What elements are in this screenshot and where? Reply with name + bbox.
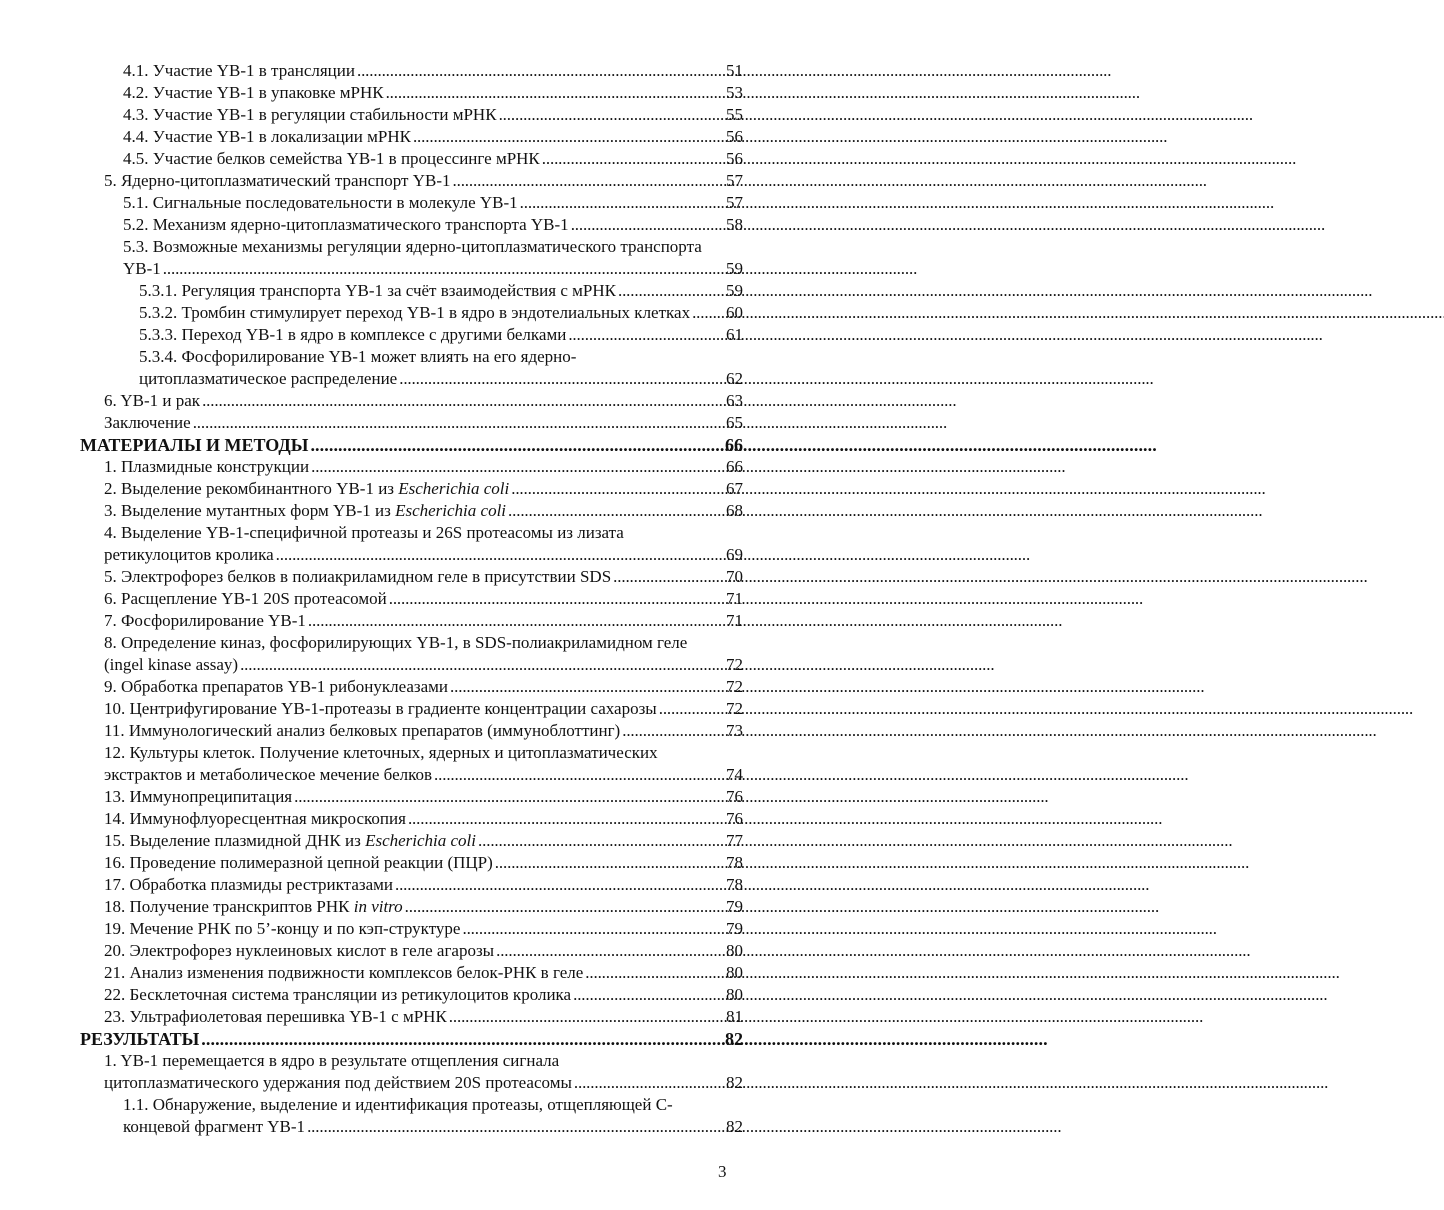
dot-leader [573,984,724,1006]
toc-entry [104,984,743,1006]
dot-leader [571,214,724,236]
toc-page-number: 62 [726,369,743,388]
toc-entry-italic: in vitro [353,897,403,916]
toc-entry [123,236,743,258]
dot-leader [520,192,724,214]
page-number: 3 [718,1162,727,1181]
dot-leader [495,852,724,874]
toc-page-number: 66 [726,457,743,476]
toc-page-number: 82 [725,1029,743,1049]
dot-leader [585,962,724,984]
dot-leader [408,808,724,830]
toc-entry-title: 8. Определение киназ, фосфорилирующих YB-1, в SDS-полиакриламидном геле [104,633,688,652]
toc-entry [104,852,743,874]
dot-leader [659,698,724,720]
toc-entry-title: 16. Проведение полимеразной цепной реакции (ПЦР) [104,853,493,872]
dot-leader [574,1072,724,1094]
toc-page-number: 82 [726,1073,743,1092]
dot-leader [395,874,724,896]
toc-page-number: 81 [726,1007,743,1026]
toc-entry-title: 1.1. Обнаружение, выделение и идентификация протеазы, отщепляющей С- [123,1095,673,1114]
toc-entry [104,544,743,566]
dot-leader [453,170,725,192]
dot-leader [462,918,724,940]
toc-entry [104,940,743,962]
toc-entry-title: РЕЗУЛЬТАТЫ [80,1029,200,1049]
toc-entry-title: цитоплазматическое распределение [139,369,398,388]
toc-entry-title: 5.3.1. Регуляция транспорта YB-1 за счёт взаимодействия с мРНК [139,281,616,300]
toc-entry-title: МАТЕРИАЛЫ И МЕТОДЫ [80,435,309,455]
toc-entry-title: 4.4. Участие YB-1 в локализации мРНК [123,127,411,146]
toc-entry [104,676,743,698]
toc-entry-title: экстрактов и метаболическое мечение белков [104,765,433,784]
toc-entry [139,346,743,368]
toc-entry-title: 3. Выделение мутантных форм YB-1 из Escherichia coli [104,501,507,520]
toc-entry-title: 10. Центрифугирование YB-1-протеазы в градиенте концентрации сахарозы [104,699,657,718]
toc-entry [123,82,743,104]
dot-leader [618,280,724,302]
toc-entry-title: (ingel kinase assay) [104,655,239,674]
toc-entry-title: концевой фрагмент YB-1 [123,1117,306,1136]
toc-entry [139,280,743,302]
toc-entry [104,896,743,918]
toc-entry-title: ретикулоцитов кролика [104,545,274,564]
toc-entry-title: 4.2. Участие YB-1 в упаковке мРНК [123,83,384,102]
toc-entry-title: 5.3.2. Тромбин стимулирует переход YB-1 в ядро в эндотелиальных клетках [139,303,691,322]
toc-entry [139,368,743,390]
toc-entry-title: 15. Выделение плазмидной ДНК из Escherichia coli [104,831,477,850]
toc-entry-title: 11. Иммунологический анализ белковых препаратов (иммуноблоттинг) [104,721,621,740]
toc-entry-title: 5.3. Возможные механизмы регуляции ядерно-цитоплазматического транспорта [123,237,702,256]
toc-entry-title: 5.3.3. Переход YB-1 в ядро в комплексе с другими белками [139,325,567,344]
toc-entry [104,456,743,478]
toc-entry [104,698,743,720]
toc-entry-title: 7. Фосфорилирование YB-1 [104,611,306,630]
dot-leader [692,302,724,324]
toc-entry-title: 5.2. Механизм ядерно-цитоплазматического транспорта YB-1 [123,215,569,234]
dot-leader [399,368,724,390]
toc-entry [104,522,743,544]
toc-page-number: 80 [726,963,743,982]
toc-entry-title: 23. Ультрафиолетовая перешивка YB-1 с мРНК [104,1007,447,1026]
toc-entry [104,170,743,192]
toc-entry [104,478,743,500]
toc-entry [123,60,743,82]
toc-entry-title: 2. Выделение рекомбинантного YB-1 из Escherichia coli [104,479,510,498]
toc-page-number: 61 [726,325,743,344]
toc-entry [104,830,743,852]
dot-leader [496,940,724,962]
toc-entry-title: 20. Электрофорез нуклеиновых кислот в геле агарозы [104,941,495,960]
toc-page-number: 73 [726,721,743,740]
toc-entry-title: 13. Иммунопреципитация [104,787,293,806]
toc-page-number: 71 [726,611,743,630]
toc-entry-title: 4.1. Участие YB-1 в трансляции [123,61,355,80]
toc-page-number: 69 [726,545,743,564]
toc-entry [80,1028,743,1050]
toc-entry [104,918,743,940]
dot-leader [240,654,724,676]
toc-entry [104,1006,743,1028]
toc-entry [104,874,743,896]
toc-entry [139,302,743,324]
toc-page-number: 77 [726,831,743,850]
dot-leader [311,456,724,478]
toc-entry [104,808,743,830]
toc-entry [104,412,743,434]
toc-entry [104,1072,743,1094]
dot-leader [450,676,724,698]
toc-page-number: 80 [726,985,743,1004]
toc-page-number: 72 [726,655,743,674]
toc-entry-title: цитоплазматического удержания под действием 20S протеасомы [104,1073,572,1092]
toc-entry-title: 1. Плазмидные конструкции [104,457,310,476]
toc-page-number: 74 [726,765,743,784]
toc-page-number: 82 [726,1117,743,1136]
dot-leader [542,148,724,170]
dot-leader [310,434,723,456]
toc-page-number: 67 [726,479,743,498]
toc-page-number: 68 [726,501,743,520]
dot-leader [308,610,724,632]
toc-entry-title: 12. Культуры клеток. Получение клеточных, ядерных и цитоплазматических [104,743,658,762]
dot-leader [357,60,724,82]
toc-entry-title: 1. YB-1 перемещается в ядро в результате отщепления сигнала [104,1051,560,1070]
dot-leader [568,324,724,346]
dot-leader [449,1006,724,1028]
dot-leader [202,390,724,412]
toc-page-number: 76 [726,809,743,828]
toc-entry [104,1050,743,1072]
toc-entry-italic: Escherichia coli [395,501,507,520]
toc-entry [104,786,743,808]
toc-entry [80,434,743,456]
toc-entry-title: 18. Получение транскриптов РНК in vitro [104,897,403,916]
toc-page-number: 59 [726,281,743,300]
toc-entry-title: 5.3.4. Фосфорилирование YB-1 может влиять на его ядерно- [139,347,577,366]
toc-entry-title: YB-1 [123,259,161,278]
toc-entry-title: 4. Выделение YB-1-специфичной протеазы и 26S протеасомы из лизата [104,523,624,542]
toc-page-number: 80 [726,941,743,960]
dot-leader [434,764,724,786]
toc-entry [123,104,743,126]
toc-page-number: 51 [726,61,743,80]
toc-page-number: 72 [726,699,743,718]
dot-leader [201,1028,723,1050]
toc-entry-title: 22. Бесклеточная система трансляции из ретикулоцитов кролика [104,985,572,1004]
toc-page-number: 79 [726,919,743,938]
toc-entry [104,566,743,588]
toc-entry-title: 19. Мечение РНК по 5’-концу и по кэп-структуре [104,919,461,938]
toc-page-number: 79 [726,897,743,916]
toc-entry [123,126,743,148]
dot-leader [163,258,724,280]
toc-entry [104,390,743,412]
toc-entry-title: Заключение [104,413,191,432]
dot-leader [478,830,724,852]
toc-entry-title: 9. Обработка препаратов YB-1 рибонуклеазами [104,677,449,696]
toc-page-number: 57 [726,193,743,212]
toc-page-number: 76 [726,787,743,806]
toc-entry [104,588,743,610]
toc-entry-title: 21. Анализ изменения подвижности комплексов белок-РНК в геле [104,963,584,982]
toc-entry [104,720,743,742]
toc-page-number: 60 [726,303,743,322]
toc-entry-title: 5.1. Сигнальные последовательности в молекуле YB-1 [123,193,518,212]
toc-entry [123,148,743,170]
dot-leader [389,588,724,610]
toc-page-number: 65 [726,413,743,432]
toc-entry [104,610,743,632]
toc-page-number: 78 [726,853,743,872]
toc-page-number: 56 [726,149,743,168]
toc-entry-title: 17. Обработка плазмиды рестриктазами [104,875,393,894]
toc-page-number: 78 [726,875,743,894]
toc-page-number: 72 [726,677,743,696]
toc-entry-title: 4.3. Участие YB-1 в регуляции стабильности мРНК [123,105,497,124]
toc-entry-italic: Escherichia coli [398,479,510,498]
dot-leader [405,896,724,918]
toc-entry [104,962,743,984]
toc-entry-title: 5. Ядерно-цитоплазматический транспорт YB-1 [104,171,451,190]
toc-entry-title: 6. YB-1 и рак [104,391,201,410]
toc-entry [123,214,743,236]
toc-page-number: 53 [726,83,743,102]
dot-leader [307,1116,724,1138]
toc-page-number: 58 [726,215,743,234]
toc-entry [123,1094,743,1116]
dot-leader [413,126,724,148]
dot-leader [193,412,724,434]
toc-entry-title: 4.5. Участие белков семейства YB-1 в процессинге мРНК [123,149,540,168]
toc-entry [123,192,743,214]
toc-entry-italic: Escherichia coli [365,831,477,850]
toc-entry [104,742,743,764]
toc-entry-title: 14. Иммунофлуоресцентная микроскопия [104,809,406,828]
toc-page-number: 66 [725,435,743,455]
toc-page-number: 56 [726,127,743,146]
toc-entry [104,654,743,676]
toc-entry [139,324,743,346]
toc-page-number: 57 [726,171,743,190]
dot-leader [499,104,724,126]
dot-leader [511,478,724,500]
toc-entry-title: 5. Электрофорез белков в полиакриламидном геле в присутствии SDS [104,567,612,586]
toc-page-number: 63 [726,391,743,410]
toc-entry-title: 6. Расщепление YB-1 20S протеасомой [104,589,387,608]
toc-page-number: 71 [726,589,743,608]
toc-entry [104,764,743,786]
dot-leader [622,720,724,742]
toc-entry [123,1116,743,1138]
dot-leader [508,500,724,522]
dot-leader [294,786,724,808]
toc-entry [104,500,743,522]
dot-leader [386,82,724,104]
toc-page-number: 59 [726,259,743,278]
dot-leader [613,566,724,588]
dot-leader [276,544,724,566]
toc-page-number: 70 [726,567,743,586]
toc-entry [104,632,743,654]
toc-page-number: 55 [726,105,743,124]
toc-entry [123,258,743,280]
